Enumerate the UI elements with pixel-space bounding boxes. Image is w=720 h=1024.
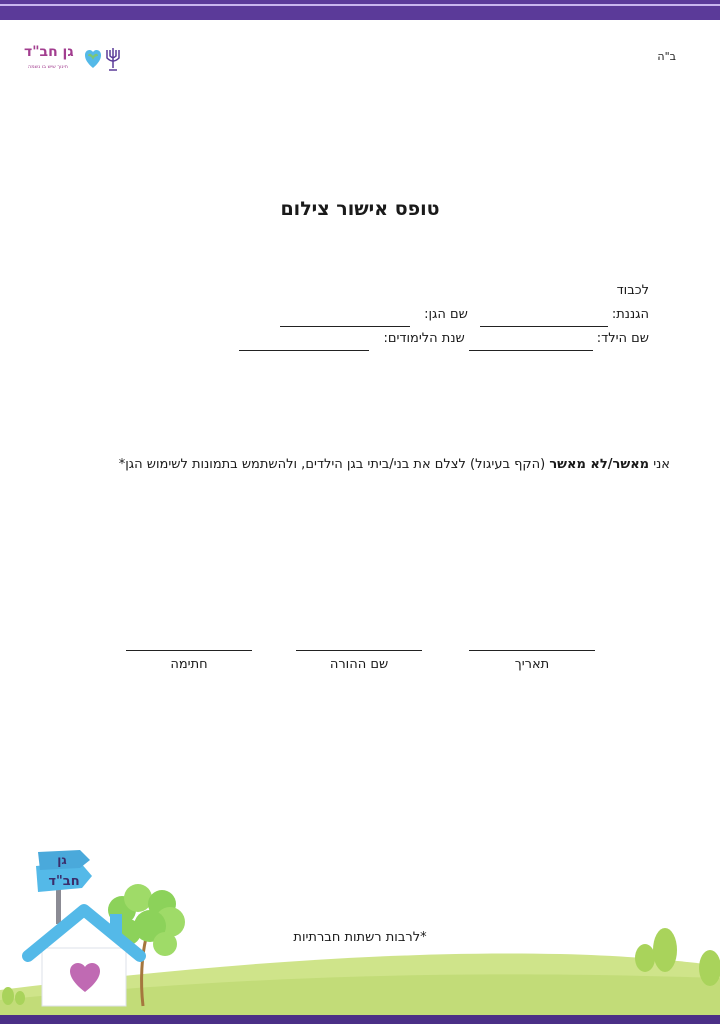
sign-text-top: גן [57, 853, 67, 867]
sign-text-bottom: חב"ד [48, 874, 80, 889]
logo-text: גן חב"ד [24, 44, 74, 60]
top-bar [0, 0, 720, 20]
to-label: לכבוד [616, 283, 649, 298]
logo-menorah-icon [104, 44, 122, 74]
bh-header: ב"ה [657, 50, 676, 63]
teacher-row [129, 303, 649, 327]
kindergarten-field[interactable] [280, 312, 410, 327]
year-field[interactable] [239, 336, 369, 351]
consent-statement [50, 457, 670, 472]
date-signature-field[interactable] [469, 650, 595, 672]
year-label: שנת הלימודים: [383, 331, 465, 346]
child-row [129, 327, 649, 351]
child-field[interactable] [469, 336, 593, 351]
teacher-field[interactable] [480, 312, 608, 327]
logo-tagline: חינוך שיש בו נשמה [28, 64, 68, 70]
statement-prefix: אני [649, 457, 670, 472]
parent-name-field[interactable] [296, 650, 422, 672]
parent-name-label: שם ההורה [329, 657, 389, 672]
footnote: *לרבות רשתות חברתיות [293, 930, 427, 945]
form-title: טופס אישור צילום [280, 198, 440, 220]
date-label: תאריך [514, 657, 550, 672]
consent-choice[interactable]: מאשר/לא מאשר [549, 457, 650, 472]
to-row [129, 279, 649, 303]
address-block [129, 279, 649, 351]
kindergarten-illustration [0, 840, 720, 1016]
logo [24, 42, 124, 78]
teacher-label: הגננת: [611, 307, 649, 322]
signature-field[interactable] [126, 650, 252, 672]
kindergarten-label: שם הגן: [424, 307, 468, 322]
statement-suffix: (הקף בעיגול) לצלם את בני/ביתי בגן הילדים, ולהשתמש בתמונות לשימוש הגן* [118, 457, 550, 472]
top-bar-accent [0, 4, 720, 6]
logo-heart-icon [84, 48, 102, 70]
child-label: שם הילד: [596, 331, 649, 346]
bottom-bar [0, 1015, 720, 1024]
signature-label: חתימה [170, 657, 208, 672]
